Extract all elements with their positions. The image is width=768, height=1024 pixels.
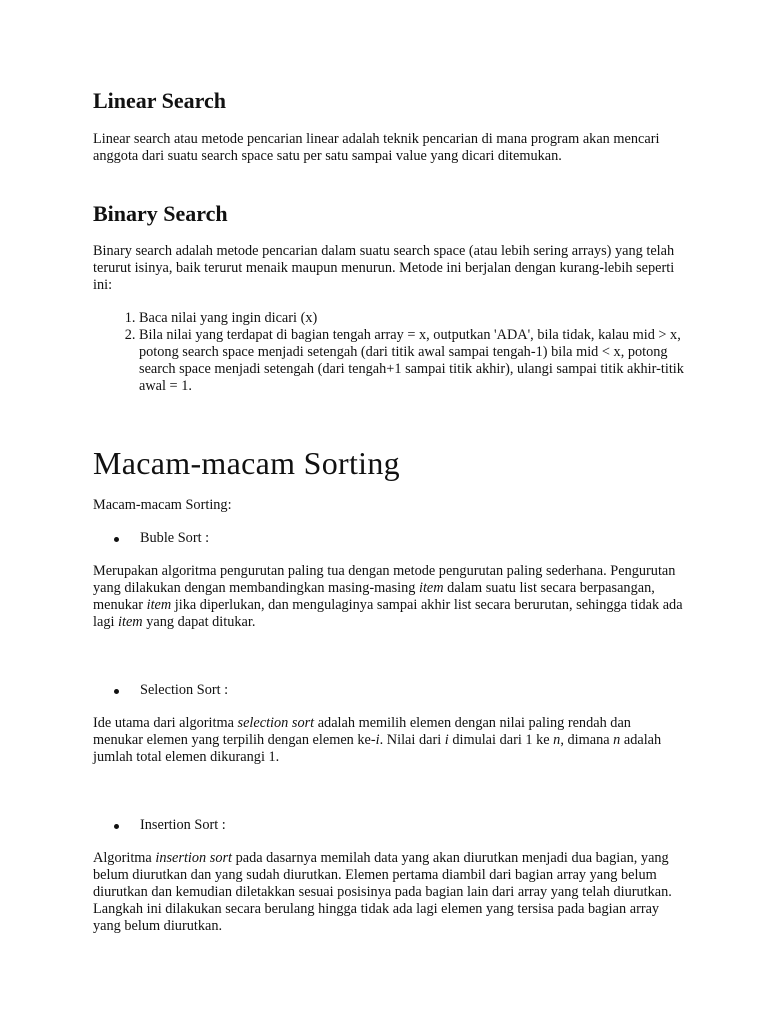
bullet-label: Insertion Sort : [140, 817, 226, 833]
bullet-icon [114, 824, 119, 829]
binary-search-heading: Binary Search [93, 201, 228, 226]
list-item: 1. Baca nilai yang ingin dicari (x) [139, 310, 699, 327]
bullet-label: Buble Sort : [140, 530, 210, 546]
bullet-label: Selection Sort : [140, 682, 229, 698]
sorting-heading: Macam-macam Sorting [93, 445, 400, 481]
binary-search-body: Binary search adalah metode pencarian dalam suatu search space (atau lebih sering arrays) yang telah terurut isinya, baik terurut menaik maupun menurun. Metode ini berjalan dengan kurang-lebih seperti ini: [93, 243, 675, 293]
linear-search-heading: Linear Search [93, 88, 227, 113]
list-item: 2. Bila nilai yang terdapat di bagian tengah array = x, outputkan 'ADA', bila tidak, kalau mid > x, potong search space menjadi setengah (dari titik awal sampai tengah-1) bila mid < x, potong search space menjadi setengah (dari tengah+1 sampai titik akhir), ulangi sampai titik akhir-titik awal = 1. [139, 327, 699, 395]
selection-sort-body: Ide utama dari algoritma selection sort adalah memilih elemen dengan nilai paling rendah dan menukar elemen yang terpilih dengan elemen ke-i. Nilai dari i dimulai dari 1 ke n, dimana n adalah jumlah total elemen dikurangi 1. [93, 715, 662, 765]
sorting-intro: Macam-macam Sorting: [93, 497, 232, 513]
binary-search-steps [93, 310, 699, 395]
bullet-icon [114, 689, 119, 694]
bullet-icon [114, 537, 119, 542]
linear-search-body: Linear search atau metode pencarian linear adalah teknik pencarian di mana program akan mencari anggota dari suatu search space satu per satu sampai value yang dicari ditemukan. [93, 131, 660, 164]
insertion-sort-body: Algoritma insertion sort pada dasarnya memilah data yang akan diurutkan menjadi dua bagian, yang belum diurutkan dan yang sudah diurutkan. Elemen pertama diambil dari bagian array yang belum diurutkan dan kemudian diletakkan sesuai posisinya pada bagian lain dari array yang telah diurutkan. Langkah ini dilakukan secara berulang hingga tidak ada lagi elemen yang tersisa pada bagian array yang belum diurutkan. [93, 850, 672, 934]
buble-sort-body: Merupakan algoritma pengurutan paling tua dengan metode pengurutan paling sederhana. Pengurutan yang dilakukan dengan membandingkan masing-masing item dalam suatu list secara berpasangan, menukar item jika diperlukan, dan mengulaginya sampai akhir list secara berurutan, sehingga tidak ada lagi item yang dapat ditukar. [93, 563, 683, 630]
